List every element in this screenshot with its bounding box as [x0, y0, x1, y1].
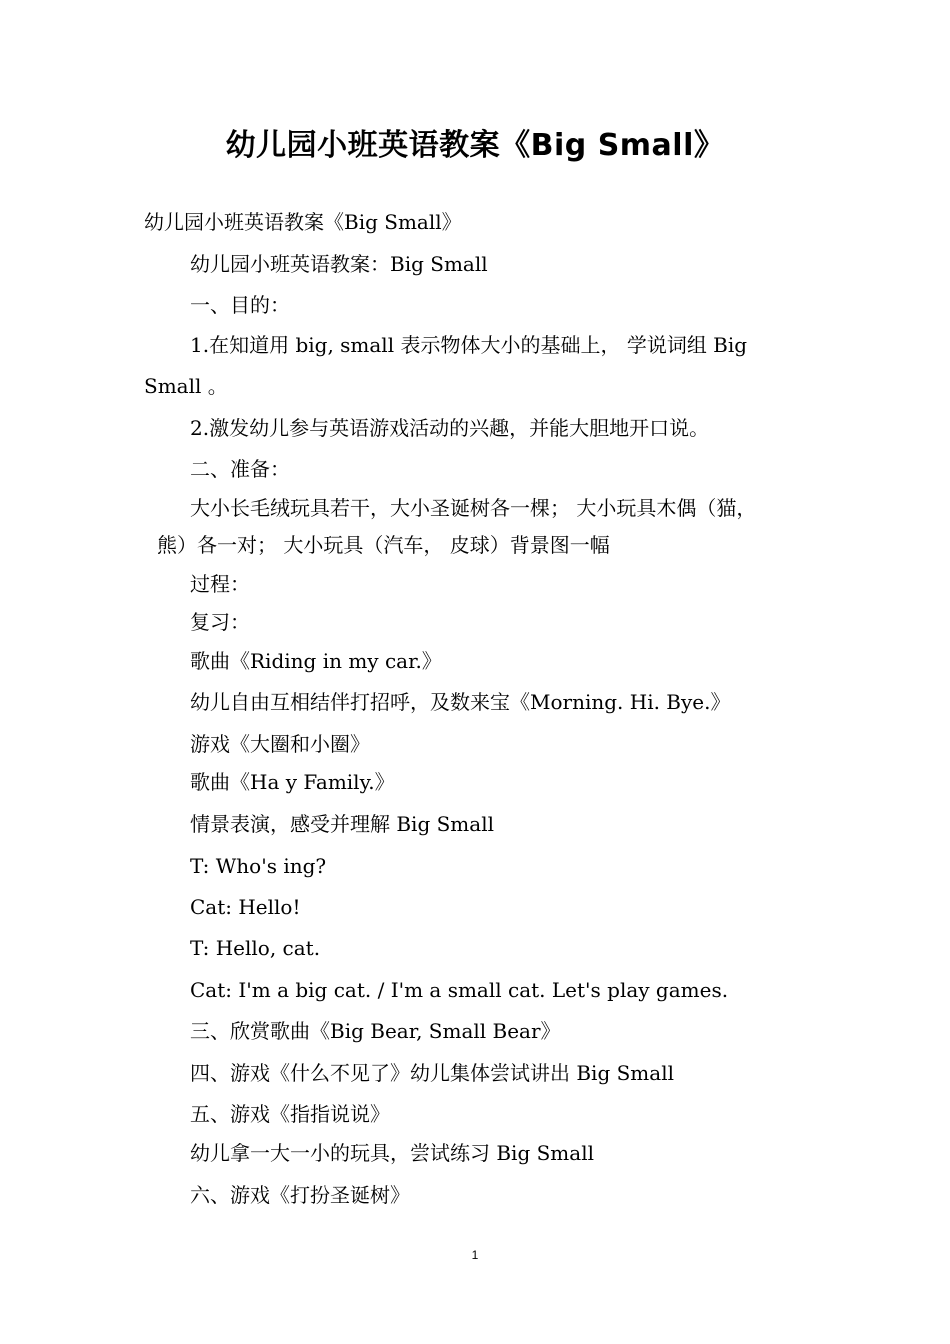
- text-line: 复习：: [190, 610, 250, 634]
- section-heading: 六、游戏《打扮圣诞树》: [190, 1183, 410, 1207]
- text-line: 幼儿园小班英语教案：Big Small: [190, 252, 488, 276]
- text-line: 大小长毛绒玩具若干，大小圣诞树各一棵； 大小玩具木偶（猫，: [190, 496, 757, 520]
- dialogue-line: Cat: Hello!: [190, 895, 301, 919]
- text-line: 幼儿园小班英语教案《Big Small》: [144, 210, 462, 234]
- text-line: 歌曲《Riding in my car.》: [190, 649, 442, 673]
- text-line: 1.在知道用 big, small 表示物体大小的基础上， 学说词组 Big: [190, 333, 748, 357]
- section-heading: 一、目的：: [190, 293, 290, 317]
- text-line: 过程：: [190, 572, 250, 596]
- section-heading: 五、游戏《指指说说》: [190, 1102, 390, 1126]
- text-line: 幼儿自由互相结伴打招呼，及数来宝《Morning. Hi. Bye.》: [190, 690, 731, 714]
- dialogue-line: T: Hello, cat.: [190, 936, 321, 960]
- text-line: 游戏《大圈和小圈》: [190, 732, 370, 756]
- dialogue-line: Cat: I'm a big cat. / I'm a small cat. Let's play games.: [190, 978, 729, 1002]
- page-number: 1: [471, 1248, 479, 1262]
- section-heading: 三、欣赏歌曲《Big Bear, Small Bear》: [190, 1019, 561, 1043]
- section-heading: 二、准备：: [190, 457, 290, 481]
- text-line: Small 。: [144, 374, 228, 398]
- document-title: 幼儿园小班英语教案《Big Small》: [225, 128, 725, 163]
- text-line: 歌曲《Ha y Family.》: [190, 770, 395, 794]
- dialogue-line: T: Who's ing?: [190, 854, 327, 878]
- text-line: 幼儿拿一大一小的玩具，尝试练习 Big Small: [190, 1141, 594, 1165]
- text-line: 熊）各一对； 大小玩具（汽车， 皮球）背景图一幅: [157, 533, 610, 557]
- text-line: 2.激发幼儿参与英语游戏活动的兴趣，并能大胆地开口说。: [190, 416, 710, 440]
- text-line: 情景表演，感受并理解 Big Small: [190, 812, 494, 836]
- section-heading: 四、游戏《什么不见了》幼儿集体尝试讲出 Big Small: [190, 1061, 674, 1085]
